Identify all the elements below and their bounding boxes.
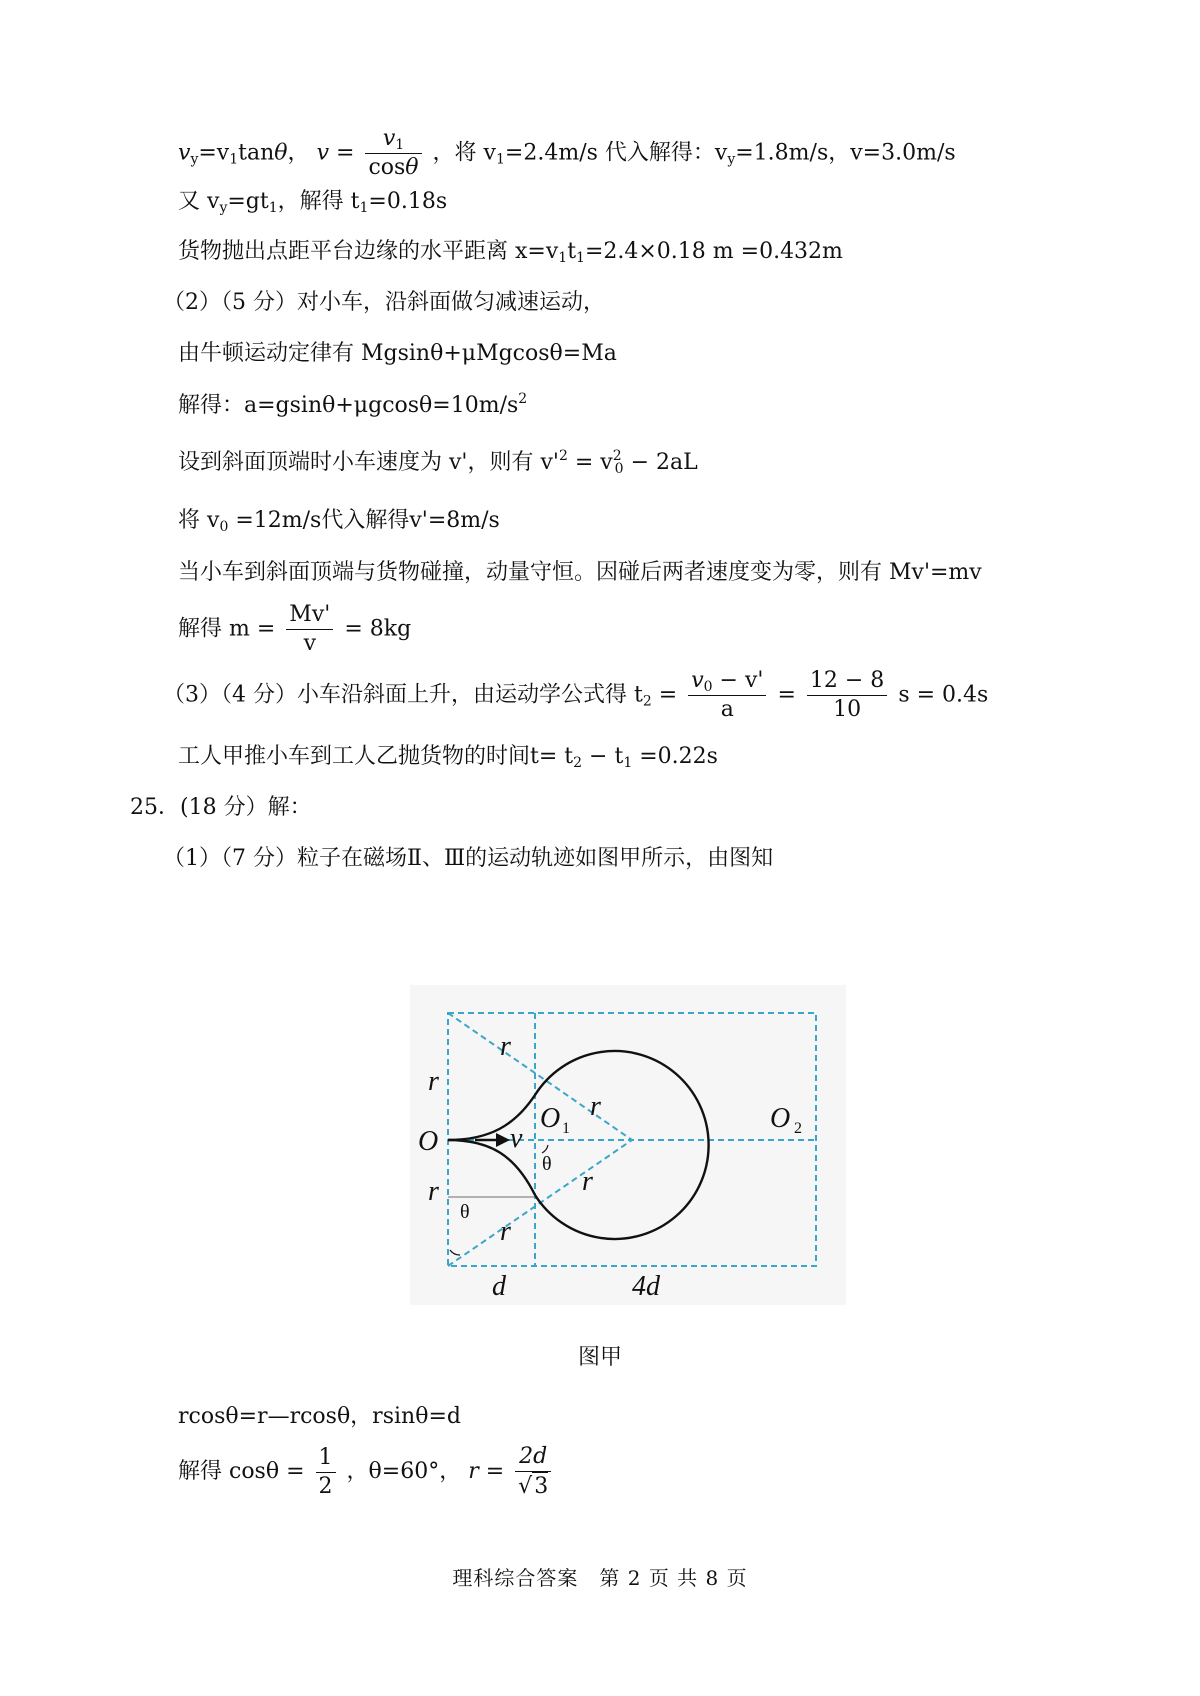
question-25-heading: 25．(18 分）解： bbox=[130, 795, 312, 820]
fraction-mv-over-v: $\frac{Mv'}{v}$ bbox=[286, 601, 333, 658]
eq-geometry: rcosθ=r—rcosθ，rsinθ=d bbox=[178, 1404, 461, 1429]
page-footer: 理科综合答案 第 2 页 共 8 页 bbox=[452, 1566, 748, 1590]
label-r: r bbox=[500, 1031, 511, 1062]
eq-time-difference: 工人甲推小车到工人乙抛货物的时间$t= t_2 - t_1 =0.22s$ bbox=[178, 744, 718, 771]
label-theta: θ bbox=[460, 1201, 470, 1223]
trajectory-diagram bbox=[410, 985, 846, 1305]
label-center-o1: O bbox=[540, 1103, 561, 1134]
eq-horizontal-distance: 货物抛出点距平台边缘的水平距离 $x=v_1t_1=2.4\times 0.18$ m =0.432m bbox=[178, 239, 843, 266]
label-r: r bbox=[582, 1166, 593, 1197]
trajectory-figure bbox=[410, 985, 846, 1309]
subscript-1: 1 bbox=[562, 1120, 570, 1137]
label-theta: θ bbox=[542, 1153, 552, 1175]
eq-velocity-components: $v_y=v_1\tan\theta$， v = $\frac{v_1}{\cos\theta}$ ，将 $v_1=2.4m/s$ 代入解得：$v_y=1.8m/s$，v=3.0m/s bbox=[178, 126, 956, 180]
eq-velocity-top: 设到斜面顶端时小车速度为 v'，则有 $v'^2 = v^2_0 - 2aL$ bbox=[178, 448, 698, 477]
fraction-2d-over-root3: $\frac{2d}{√3}$ bbox=[515, 1443, 551, 1501]
eq-newton-law: 由牛顿运动定律有 Mgsinθ+μMgcosθ=Ma bbox=[178, 341, 617, 366]
label-r: r bbox=[500, 1216, 511, 1247]
momentum-statement: 当小车到斜面顶端与货物碰撞，动量守恒。因碰后两者速度变为零，则有 Mv'=mv bbox=[178, 560, 982, 585]
eq-v-prime-result: 将 $v_0 =12m/s$代入解得v'=8m/s bbox=[178, 508, 500, 535]
label-width-d: d bbox=[492, 1271, 506, 1302]
label-r: r bbox=[428, 1176, 439, 1207]
label-width-4d: 4d bbox=[632, 1271, 660, 1302]
label-center-o2: O bbox=[770, 1103, 791, 1134]
fraction-one-half: $\frac{1}{2}$ bbox=[316, 1444, 336, 1501]
part1-heading: （1）（7 分）粒子在磁场Ⅱ、Ⅲ的运动轨迹如图甲所示，由图知 bbox=[163, 846, 774, 871]
label-origin: O bbox=[418, 1126, 439, 1157]
eq-time-t1: 又 $v_y=gt_1$，解得 $t_1=0.18s$ bbox=[178, 189, 448, 216]
eq-acceleration: 解得：$a=gsin\theta+\mu gcos\theta=10m/s^2$ bbox=[178, 391, 528, 418]
part2-heading: （2）（5 分）对小车，沿斜面做匀减速运动， bbox=[163, 290, 605, 315]
label-r: r bbox=[590, 1091, 601, 1122]
fraction-v0-minus-v: $\frac{v_0 - v'}{a}$ bbox=[688, 667, 766, 724]
fraction-v1-over-cos: $\frac{v_1}{\cos\theta}$ bbox=[365, 125, 421, 182]
label-velocity: v bbox=[510, 1123, 523, 1154]
eq-theta-result: 解得 cosθ = $\frac{1}{2}$ ，θ=60°， r = $\frac{2d}{√3}$ bbox=[178, 1443, 555, 1501]
fraction-12-8-over-10: $\frac{12 - 8}{10}$ bbox=[807, 667, 887, 724]
eq-t2-result: （3）（4 分）小车沿斜面上升，由运动学公式得 $t_2$ = $\frac{v_0 - v'}{a}$ = $\frac{12 - 8}{10}$ s = 0.4s bbox=[163, 668, 989, 722]
figure-caption: 图甲 bbox=[577, 1345, 622, 1370]
label-r: r bbox=[428, 1066, 439, 1097]
eq-mass-result: 解得 m = $\frac{Mv'}{v}$ = 8kg bbox=[178, 602, 412, 656]
subscript-2: 2 bbox=[794, 1120, 802, 1137]
